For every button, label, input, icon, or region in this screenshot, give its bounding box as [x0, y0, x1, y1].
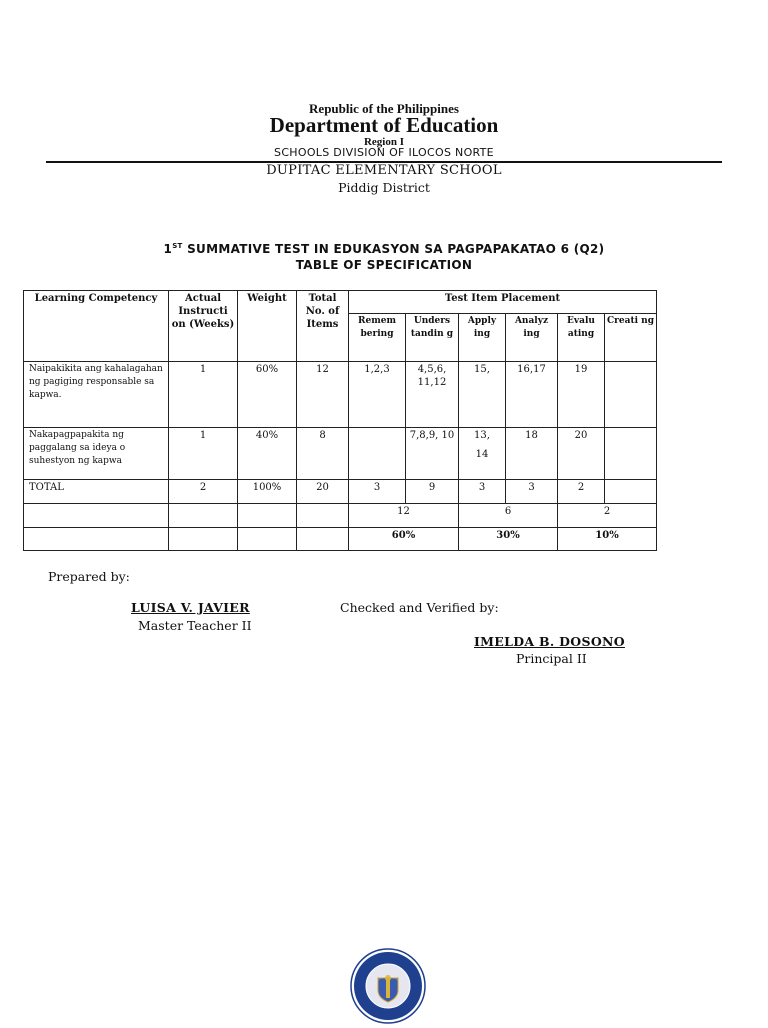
analyzing-cell: 16,17: [506, 362, 558, 428]
analyzing-cell: 18: [506, 428, 558, 480]
title-text: SUMMATIVE TEST IN EDUKASYON SA PAGPAPAKATAO 6 (Q2): [182, 242, 605, 256]
applying-cell: 15,: [459, 362, 506, 428]
total-creating: [605, 480, 657, 504]
header-instruction: Actual Instructi on (Weeks): [169, 291, 238, 362]
school-name: DUPITAC ELEMENTARY SCHOOL: [266, 163, 502, 178]
empty-cell: [297, 504, 349, 528]
title-ordinal: 1: [163, 242, 173, 256]
weeks-cell: 1: [169, 362, 238, 428]
republic-label: Republic of the Philippines: [309, 101, 459, 116]
middle-order-percent: 30%: [459, 528, 558, 551]
middle-order-count: 6: [459, 504, 558, 528]
total-understanding: 9: [406, 480, 459, 504]
understanding-cell: 7,8,9, 10: [406, 428, 459, 480]
empty-cell: [238, 504, 297, 528]
table-row: [24, 428, 657, 480]
preparer-name: LUISA V. JAVIER: [131, 600, 250, 615]
higher-order-percent: 10%: [558, 528, 657, 551]
department-title: Department of Education: [269, 113, 499, 137]
header-remembering: Remem bering: [349, 314, 406, 362]
header-weight: Weight: [238, 291, 297, 362]
weight-cell: 60%: [238, 362, 297, 428]
creating-cell: [605, 428, 657, 480]
header-understanding: Unders tandin g: [406, 314, 459, 362]
header-creating: Creati ng: [605, 314, 657, 362]
prepared-by-label: Prepared by:: [48, 569, 130, 584]
header-test-item-placement: Test Item Placement: [349, 291, 657, 314]
total-row: [24, 480, 657, 504]
higher-order-count: 2: [558, 504, 657, 528]
empty-cell: [24, 528, 169, 551]
empty-cell: [24, 504, 169, 528]
total-remembering: 3: [349, 480, 406, 504]
remembering-cell: 1,2,3: [349, 362, 406, 428]
header-competency: Learning Competency: [24, 291, 169, 362]
checker-name: IMELDA B. DOSONO: [474, 634, 625, 649]
preparer-position: Master Teacher II: [138, 618, 252, 633]
total-weeks: 2: [169, 480, 238, 504]
remembering-cell: [349, 428, 406, 480]
weeks-cell: 1: [169, 428, 238, 480]
total-analyzing: 3: [506, 480, 558, 504]
table-row: [24, 362, 657, 428]
group-percent-row: [24, 528, 657, 551]
empty-cell: [169, 504, 238, 528]
weight-cell: 40%: [238, 428, 297, 480]
table-title: TABLE OF SPECIFICATION: [295, 258, 473, 272]
creating-cell: [605, 362, 657, 428]
district-name: Piddig District: [338, 180, 430, 195]
empty-cell: [238, 528, 297, 551]
applying-value: 13,: [474, 430, 490, 441]
deped-seal-icon: [350, 948, 426, 1024]
competency-cell: Naipakikita ang kahalagahan ng pagiging responsable sa kapwa.: [24, 362, 169, 428]
evaluating-cell: 20: [558, 428, 605, 480]
checker-position: Principal II: [516, 651, 587, 666]
competency-cell: Nakapagpapakita ng paggalang sa ideya o suhestyon ng kapwa: [24, 428, 169, 480]
total-applying: 3: [459, 480, 506, 504]
header-total-items: Total No. of Items: [297, 291, 349, 362]
header-analyzing: Analyz ing: [506, 314, 558, 362]
checked-by-label: Checked and Verified by:: [340, 600, 499, 615]
understanding-cell: 4,5,6, 11,12: [406, 362, 459, 428]
total-label: TOTAL: [24, 480, 169, 504]
evaluating-cell: 19: [558, 362, 605, 428]
total-evaluating: 2: [558, 480, 605, 504]
header-evaluating: Evalu ating: [558, 314, 605, 362]
lower-order-count: 12: [349, 504, 459, 528]
division-label: SCHOOLS DIVISION OF ILOCOS NORTE: [274, 146, 494, 159]
group-count-row: [24, 504, 657, 528]
region-label: Region I: [363, 136, 405, 148]
total-cell: 12: [297, 362, 349, 428]
total-weight: 100%: [238, 480, 297, 504]
empty-cell: [297, 528, 349, 551]
total-cell: 8: [297, 428, 349, 480]
empty-cell: [169, 528, 238, 551]
test-title: [0, 242, 768, 256]
applying-cell: [459, 428, 506, 480]
applying-value-2: 14: [475, 449, 489, 460]
specification-table: [23, 290, 657, 551]
total-items: 20: [297, 480, 349, 504]
title-ordinal-suffix: ST: [172, 242, 183, 250]
lower-order-percent: 60%: [349, 528, 459, 551]
header-applying: Apply ing: [459, 314, 506, 362]
